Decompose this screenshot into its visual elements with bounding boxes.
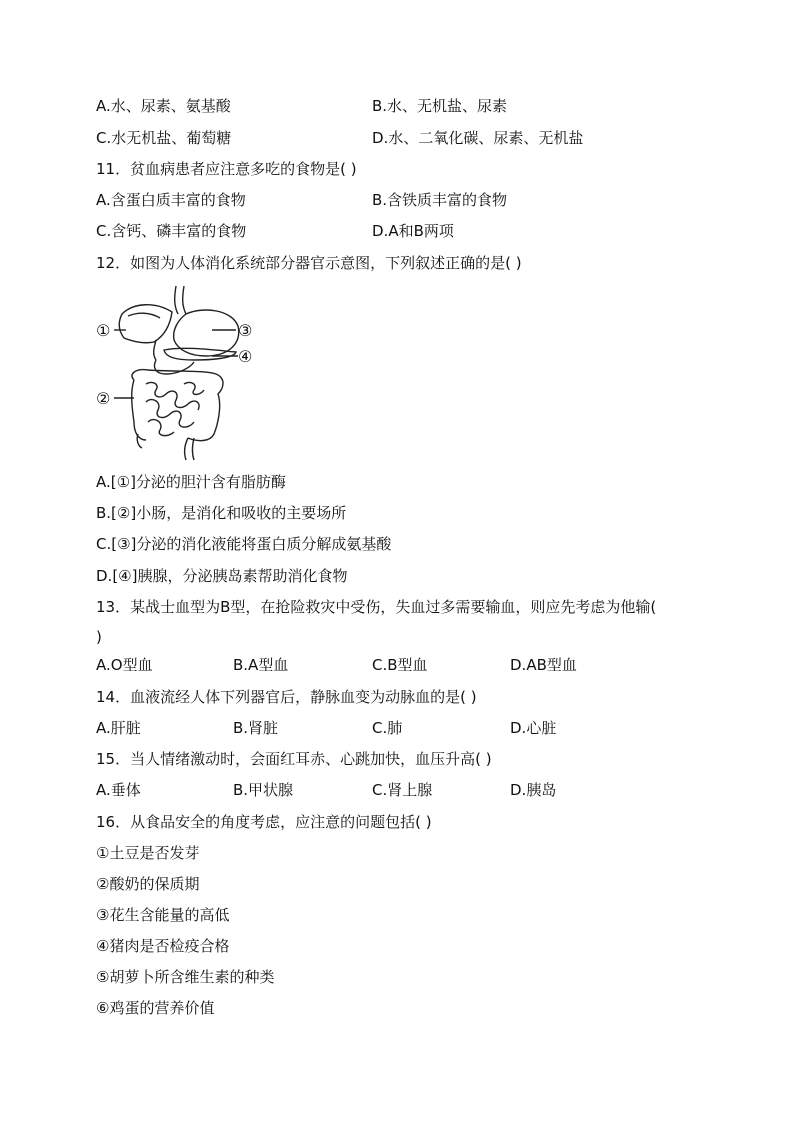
q13-stem-continued: ) (96, 628, 102, 646)
q12-option-c: C.[③]分泌的消化液能将蛋白质分解成氨基酸 (96, 535, 392, 553)
diagram-label-3: ③ (238, 321, 253, 340)
q12-stem: 12．如图为人体消化系统部分器官示意图，下列叙述正确的是( ) (96, 254, 522, 272)
q10-option-b: B.水、无机盐、尿素 (372, 97, 508, 115)
q15-option-a: A.垂体 (96, 781, 141, 799)
q11-option-b: B.含铁质丰富的食物 (372, 191, 508, 209)
q14-option-c: C.肺 (372, 719, 403, 737)
q14-option-b: B.肾脏 (233, 719, 279, 737)
q16-item-4: ④猪肉是否检疫合格 (96, 937, 230, 955)
q13-option-b: B.A型血 (233, 656, 289, 674)
q11-option-a: A.含蛋白质丰富的食物 (96, 191, 246, 209)
q12-option-b: B.[②]小肠，是消化和吸收的主要场所 (96, 504, 347, 522)
q11-stem: 11．贫血病患者应注意多吃的食物是( ) (96, 160, 357, 178)
q15-stem: 15．当人情绪激动时，会面红耳赤、心跳加快，血压升高( ) (96, 750, 492, 768)
q15-option-b: B.甲状腺 (233, 781, 294, 799)
q16-item-2: ②酸奶的保质期 (96, 875, 200, 893)
q16-item-1: ①土豆是否发芽 (96, 844, 200, 862)
q16-item-3: ③花生含能量的高低 (96, 906, 230, 924)
q16-stem: 16．从食品安全的角度考虑，应注意的问题包括( ) (96, 813, 432, 831)
q13-option-a: A.O型血 (96, 656, 153, 674)
q13-option-d: D.AB型血 (510, 656, 577, 674)
q12-option-a: A.[①]分泌的胆汁含有脂肪酶 (96, 473, 286, 491)
q15-option-c: C.肾上腺 (372, 781, 433, 799)
q13-option-c: C.B型血 (372, 656, 428, 674)
q13-stem: 13．某战士血型为B型，在抢险救灾中受伤，失血过多需要输血，则应先考虑为他输( (96, 598, 657, 616)
q10-option-a: A.水、尿素、氨基酸 (96, 97, 231, 115)
q15-option-d: D.胰岛 (510, 781, 557, 799)
q10-option-c: C.水无机盐、葡萄糖 (96, 129, 232, 147)
q14-stem: 14．血液流经人体下列器官后，静脉血变为动脉血的是( ) (96, 688, 477, 706)
diagram-label-1: ① (96, 321, 111, 340)
diagram-label-4: ④ (238, 347, 253, 366)
digestive-system-diagram (94, 284, 264, 462)
q11-option-c: C.含钙、磷丰富的食物 (96, 222, 247, 240)
q11-option-d: D.A和B两项 (372, 222, 454, 240)
q10-option-d: D.水、二氧化碳、尿素、无机盐 (372, 129, 584, 147)
q14-option-d: D.心脏 (510, 719, 557, 737)
q14-option-a: A.肝脏 (96, 719, 141, 737)
diagram-label-2: ② (96, 389, 111, 408)
q16-item-5: ⑤胡萝卜所含维生素的种类 (96, 968, 275, 986)
q12-option-d: D.[④]胰腺，分泌胰岛素帮助消化食物 (96, 567, 348, 585)
q16-item-6: ⑥鸡蛋的营养价值 (96, 999, 215, 1017)
